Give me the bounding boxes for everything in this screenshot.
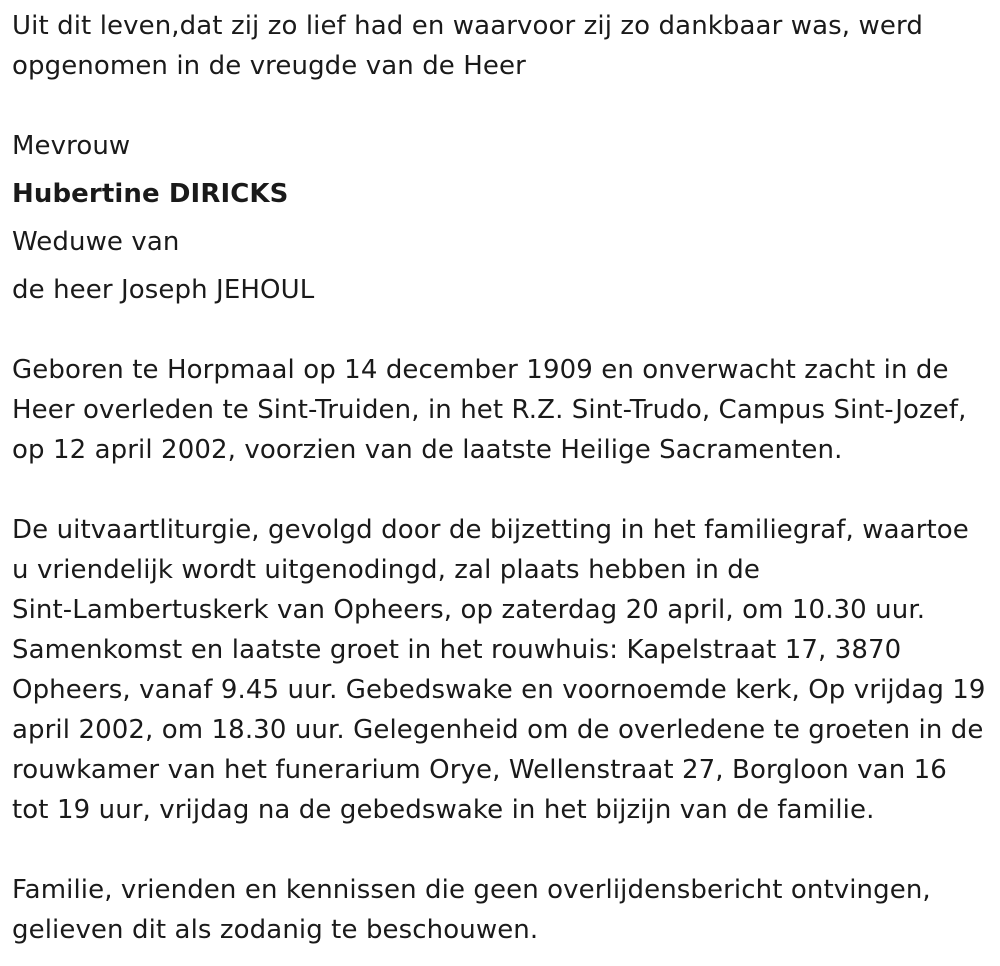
funeral-line: april 2002, om 18.30 uur. Gelegenheid om de overledene te groeten in de	[12, 715, 984, 745]
birth-death-line: op 12 april 2002, voorzien van de laatste Heilige Sacramenten.	[12, 435, 843, 465]
funeral-line: tot 19 uur, vrijdag na de gebedswake in het bijzijn van de familie.	[12, 795, 875, 825]
funeral-line: Samenkomst en laatste groet in het rouwhuis: Kapelstraat 17, 3870	[12, 635, 902, 665]
person-name: Hubertine DIRICKS	[12, 179, 289, 209]
spacer	[12, 86, 997, 126]
person-title: Mevrouw	[12, 131, 131, 161]
spacer	[12, 830, 997, 870]
person-block	[12, 126, 997, 310]
funeral-line: Sint-Lambertuskerk van Opheers, op zaterdag 20 april, om 10.30 uur.	[12, 595, 926, 625]
spacer	[12, 310, 997, 350]
intro-paragraph	[12, 6, 997, 86]
funeral-line: u vriendelijk wordt uitgenodingd, zal plaats hebben in de	[12, 555, 760, 585]
obituary-document	[12, 6, 997, 950]
birth-death-line: Geboren te Horpmaal op 14 december 1909 en onverwacht zacht in de	[12, 355, 949, 385]
funeral-line: De uitvaartliturgie, gevolgd door de bijzetting in het familiegraf, waartoe	[12, 515, 969, 545]
closing-line: gelieven dit als zodanig te beschouwen.	[12, 915, 539, 945]
funeral-line: Opheers, vanaf 9.45 uur. Gebedswake en voornoemde kerk, Op vrijdag 19	[12, 675, 986, 705]
closing-line: Familie, vrienden en kennissen die geen overlijdensbericht ontvingen,	[12, 875, 931, 905]
birth-death-line: Heer overleden te Sint-Truiden, in het R.Z. Sint-Trudo, Campus Sint-Jozef,	[12, 395, 967, 425]
funeral-line: rouwkamer van het funerarium Orye, Wellenstraat 27, Borgloon van 16	[12, 755, 947, 785]
funeral-paragraph	[12, 510, 997, 830]
birth-death-paragraph	[12, 350, 997, 470]
spacer	[12, 470, 997, 510]
intro-line: opgenomen in de vreugde van de Heer	[12, 51, 526, 81]
closing-paragraph	[12, 870, 997, 950]
intro-line: Uit dit leven,dat zij zo lief had en waarvoor zij zo dankbaar was, werd	[12, 11, 923, 41]
widow-of-label: Weduwe van	[12, 227, 180, 257]
spouse-name: de heer Joseph JEHOUL	[12, 275, 315, 305]
